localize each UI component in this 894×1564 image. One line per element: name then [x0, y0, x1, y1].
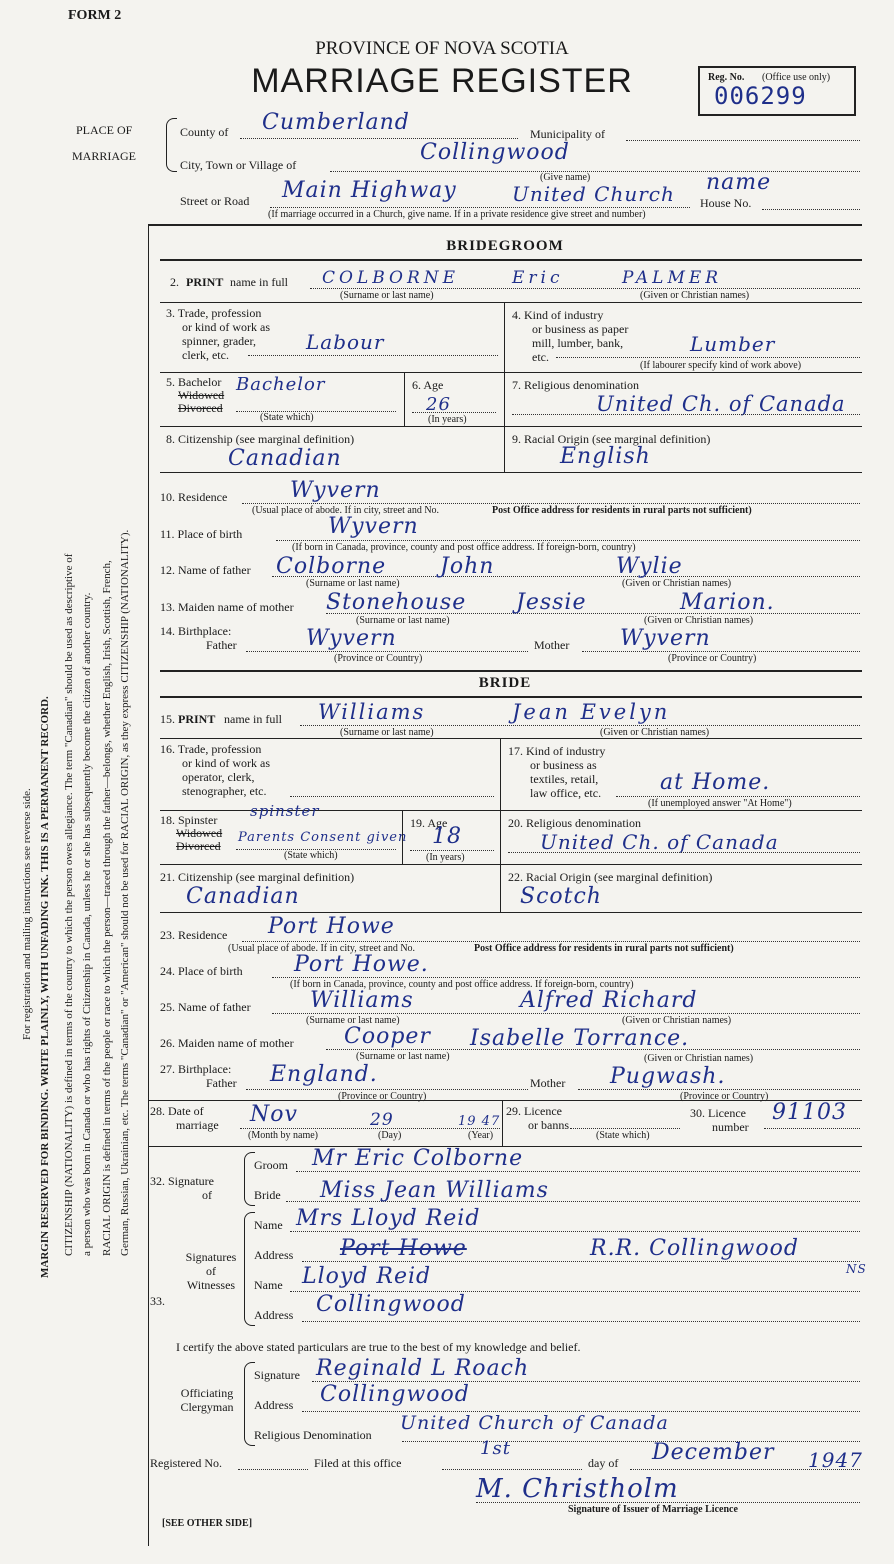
br-age: 18 — [432, 824, 462, 849]
br-father-given-note: (Given or Christian names) — [622, 1015, 732, 1026]
br-religion: United Ch. of Canada — [540, 830, 779, 854]
br-father-bp-note: (Province or Country) — [338, 1091, 427, 1102]
br-mother-surname: Cooper — [344, 1024, 431, 1049]
br-mother-bp-note: (Province or Country) — [680, 1091, 769, 1102]
bg-birth-note: (If born in Canada, province, county and post office address. If foreign-born, country) — [292, 542, 636, 553]
bg-status: Bachelor — [236, 374, 326, 395]
filed-day: 1st — [480, 1438, 511, 1459]
see-other-side: [SEE OTHER SIDE] — [162, 1518, 253, 1529]
bg-mother-birthplace: Wyvern — [620, 626, 711, 651]
reg-number-box — [698, 66, 856, 116]
bg-industry: Lumber — [690, 332, 776, 356]
clergy-label: Officiating Clergyman — [180, 1386, 234, 1414]
registered-no-label: Registered No. — [150, 1456, 222, 1470]
br-residence: Port Howe — [268, 914, 395, 939]
bg-surname: COLBORNE — [322, 268, 460, 288]
br-father-surname-note: (Surname or last name) — [306, 1015, 400, 1026]
bg-field-6-label: 6. Age — [412, 378, 444, 392]
city-value: Collingwood — [420, 140, 570, 165]
clergy-address-label: Address — [254, 1398, 294, 1412]
bg-field-4-note: (If labourer specify kind of work above) — [640, 360, 802, 371]
bg-residence: Wyvern — [290, 478, 381, 503]
br-consent: Parents Consent given — [238, 830, 408, 845]
witness1-address-struck: Port Howe — [340, 1236, 467, 1261]
bg-mother-given: Jessie — [516, 590, 587, 615]
frame-left — [148, 224, 149, 1546]
br-status: spinster — [250, 802, 320, 820]
margin-citizenship-def-1: CITIZENSHIP (NATIONALITY) is defined in terms of the country to which the person owes allegiance. The term "Canadian" should be used as descriptive of — [63, 553, 75, 1256]
bg-field-7-label: 7. Religious denomination — [512, 378, 639, 392]
reg-note: (Office use only) — [762, 72, 831, 83]
bg-field-5-label: 5. Bachelor Widowed Divorced — [166, 375, 225, 415]
witness2-name: Lloyd Reid — [302, 1264, 432, 1289]
frame-top — [148, 224, 862, 226]
filed-month: December — [652, 1440, 775, 1465]
bg-mother-surname-note: (Surname or last name) — [356, 615, 450, 626]
day-of-label: day of — [588, 1456, 619, 1470]
margin-racial-def-2: German, Russian, Ukrainian, etc. The terms "Canadian" or "American" should not be used for RACIAL ORIGIN, as they express CITIZENSHIP (NATIONALITY). — [119, 529, 131, 1256]
day-note: (Day) — [378, 1130, 402, 1141]
br-birthplace: Port Howe. — [294, 952, 429, 977]
bg-res-note-a: (Usual place of abode. If in city, street and No. — [252, 505, 440, 516]
br-field-18-label: 18. Spinster Widowed Divorced — [160, 813, 223, 853]
bg-field-3-label: 3. Trade, profession or kind of work as spinner, grader, clerk, etc. — [166, 306, 270, 362]
bg-religion: United Ch. of Canada — [596, 392, 846, 416]
bg-state-which: (State which) — [260, 412, 314, 423]
margin-binding-note: MARGIN RESERVED FOR BINDING. WRITE PLAINLY, WITH UNFADING INK. THIS IS A PERMANENT RECORD. — [39, 696, 51, 1278]
bg-father-bp-label: Father — [206, 638, 237, 652]
br-field-17-label: 17. Kind of industry or business as textiles, retail, law office, etc. — [508, 744, 606, 800]
bg-father-bp-note: (Province or Country) — [334, 653, 423, 664]
county-value: Cumberland — [262, 110, 410, 135]
bg-trade: Labour — [306, 330, 385, 354]
br-field-17-note: (If unemployed answer "At Home") — [648, 798, 792, 809]
bg-citizenship: Canadian — [228, 446, 342, 471]
br-mother-birthplace: Pugwash. — [610, 1064, 726, 1089]
street-label: Street or Road — [180, 194, 250, 208]
reg-number: 006299 — [714, 82, 807, 110]
street-value: Main Highway — [282, 178, 457, 203]
groom-signature: Mr Eric Colborne — [312, 1146, 524, 1171]
br-father-birthplace: England. — [270, 1062, 378, 1087]
br-field-21-label: 21. Citizenship (see marginal definition) — [160, 870, 355, 884]
county-label: County of — [180, 125, 229, 139]
br-field-15-num: 15. — [160, 712, 175, 726]
bg-field-8-label: 8. Citizenship (see marginal definition) — [166, 432, 355, 446]
br-father-bp-label: Father — [206, 1076, 237, 1090]
br-field-16-label: 16. Trade, profession or kind of work as operator, clerk, stenographer, etc. — [160, 742, 270, 798]
bg-mother-bp-note: (Province or Country) — [668, 653, 757, 664]
bg-field-12-label: 12. Name of father — [160, 563, 251, 577]
br-mother-given-note: (Given or Christian names) — [644, 1053, 754, 1064]
clergy-sig-label: Signature — [254, 1368, 300, 1382]
bg-father-given-note: (Given or Christian names) — [622, 578, 732, 589]
field-30-label: 30. Licence number — [690, 1106, 749, 1134]
w2-name-label: Name — [254, 1278, 283, 1292]
bg-father-birthplace: Wyvern — [306, 626, 397, 651]
br-in-years: (In years) — [426, 852, 465, 863]
br-surname: Williams — [318, 700, 426, 724]
br-father-surname: Williams — [310, 988, 414, 1013]
w1-address-label: Address — [254, 1248, 294, 1262]
clergy-denomination: United Church of Canada — [400, 1412, 669, 1434]
br-given-note: (Given or Christian names) — [600, 727, 710, 738]
br-field-25-label: 25. Name of father — [160, 1000, 251, 1014]
groom-sig-label: Groom — [254, 1158, 288, 1172]
bg-birthplace: Wyvern — [328, 514, 419, 539]
br-mother-bp-label: Mother — [530, 1076, 566, 1090]
bg-father-surname-note: (Surname or last name) — [306, 578, 400, 589]
witness1-name: Mrs Lloyd Reid — [296, 1206, 481, 1231]
form-number: FORM 2 — [68, 8, 122, 23]
br-field-26-label: 26. Maiden name of mother — [160, 1036, 294, 1050]
bg-racial: English — [560, 444, 651, 469]
issuer-signature: M. Christholm — [476, 1474, 679, 1504]
margin-instructions: For registration and mailing instructions see reverse side. — [21, 788, 33, 1040]
bg-mother-given-note: (Given or Christian names) — [644, 615, 754, 626]
place-label-2: MARRIAGE — [72, 149, 137, 163]
br-racial: Scotch — [520, 884, 602, 909]
filed-label: Filed at this office — [314, 1456, 402, 1470]
w1-name-label: Name — [254, 1218, 283, 1232]
witness1-address: R.R. Collingwood — [590, 1236, 799, 1261]
field-32-label: 32. Signature of — [150, 1174, 214, 1202]
bg-father-given2: Wylie — [616, 554, 683, 579]
bg-name-label: name in full — [230, 275, 288, 289]
marriage-day: 29 — [370, 1110, 394, 1130]
witness1-address-extra: NS — [846, 1262, 867, 1276]
filed-year: 1947 — [808, 1448, 863, 1472]
certify-statement: I certify the above stated particulars are true to the best of my knowledge and belief. — [176, 1340, 581, 1354]
bg-field-9-label: 9. Racial Origin (see marginal definition) — [512, 432, 711, 446]
br-print-label: PRINT — [178, 712, 216, 726]
w2-address-label: Address — [254, 1308, 294, 1322]
margin-citizenship-def-2: a person who was born in Canada or who has rights of Citizenship in Canada, unless he or she has subsequently become the citizen of another country. — [81, 592, 93, 1256]
bg-father-given: John — [440, 554, 495, 579]
br-field-27-label: 27. Birthplace: — [160, 1062, 232, 1076]
br-field-23-label: 23. Residence — [160, 928, 228, 942]
br-father-given: Alfred Richard — [520, 988, 698, 1013]
br-res-note-a: (Usual place of abode. If in city, street and No. — [228, 943, 416, 954]
witnesses-label: Signatures of Witnesses — [185, 1250, 237, 1292]
br-birth-note: (If born in Canada, province, county and post office address. If foreign-born, country) — [290, 979, 634, 990]
br-field-20-label: 20. Religious denomination — [508, 816, 641, 830]
marriage-month: Nov — [250, 1102, 298, 1127]
place-brace — [166, 118, 177, 172]
year-note: (Year) — [468, 1130, 494, 1141]
bg-in-years: (In years) — [428, 414, 467, 425]
br-mother-surname-note: (Surname or last name) — [356, 1051, 450, 1062]
bg-field-13-label: 13. Maiden name of mother — [160, 600, 294, 614]
margin-racial-def-1: RACIAL ORIGIN is defined in terms of the people or race to which the person—traced through the father—belongs, whether English, Irish, Scottish, French, — [101, 560, 113, 1256]
bg-field-10-label: 10. Residence — [160, 490, 228, 504]
house-label: House No. — [700, 196, 752, 210]
bg-mother-surname: Stonehouse — [326, 590, 467, 615]
bg-field-11-label: 11. Place of birth — [160, 527, 243, 541]
bg-field-2-num: 2. — [170, 275, 179, 289]
bg-given-note: (Given or Christian names) — [640, 290, 750, 301]
br-given: Jean Evelyn — [512, 700, 671, 724]
bg-mother-bp-label: Mother — [534, 638, 570, 652]
bg-mother-given2: Marion. — [680, 590, 775, 615]
licence-number: 91103 — [772, 1100, 847, 1125]
place-label-1: PLACE OF — [76, 123, 133, 137]
bg-given2: PALMER — [622, 268, 723, 288]
church-value: United Church — [512, 182, 675, 206]
issuer-label: Signature of Issuer of Marriage Licence — [568, 1504, 738, 1515]
br-citizenship: Canadian — [186, 884, 300, 909]
clergy-signature: Reginald L Roach — [316, 1356, 530, 1381]
br-state-which: (State which) — [284, 850, 338, 861]
bride-signature: Miss Jean Williams — [320, 1178, 549, 1203]
bridegroom-heading: BRIDEGROOM — [446, 238, 564, 254]
br-mother-given: Isabelle Torrance. — [470, 1026, 690, 1051]
field-33-num: 33. — [150, 1294, 165, 1308]
bg-field-4-label: 4. Kind of industry or business as paper mill, lumber, bank, etc. — [512, 308, 629, 364]
br-name-label: name in full — [224, 712, 282, 726]
field-28-label: 28. Date of marriage — [150, 1104, 219, 1132]
field-29-note: (State which) — [596, 1130, 650, 1141]
br-field-24-label: 24. Place of birth — [160, 964, 243, 978]
br-res-note-b: Post Office address for residents in rural parts not sufficient) — [474, 943, 734, 954]
br-surname-note: (Surname or last name) — [340, 727, 434, 738]
bg-res-note-b: Post Office address for residents in rural parts not sufficient) — [492, 505, 752, 516]
marriage-year: 19 47 — [458, 1114, 501, 1129]
bg-field-14-label: 14. Birthplace: — [160, 624, 232, 638]
clergy-denom-label: Religious Denomination — [254, 1428, 372, 1442]
br-industry: at Home. — [660, 770, 771, 795]
bg-print-label: PRINT — [186, 275, 224, 289]
house-value: name — [706, 170, 772, 195]
reg-label: Reg. No. — [708, 72, 745, 83]
witness2-address: Collingwood — [316, 1292, 466, 1317]
bg-given: Eric — [512, 268, 564, 288]
month-note: (Month by name) — [248, 1130, 318, 1141]
street-note: (If marriage occurred in a Church, give name. If in a private residence give street and number) — [268, 209, 646, 220]
bg-age: 26 — [426, 394, 451, 415]
br-field-19-label: 19. Age — [410, 816, 448, 830]
page-title: MARRIAGE REGISTER — [251, 62, 633, 100]
bride-heading: BRIDE — [478, 675, 532, 691]
bg-surname-note: (Surname or last name) — [340, 290, 434, 301]
give-name-note: (Give name) — [540, 172, 591, 183]
municipality-label: Municipality of — [530, 127, 605, 141]
bg-father-surname: Colborne — [276, 554, 387, 579]
bride-sig-label: Bride — [254, 1188, 281, 1202]
br-field-22-label: 22. Racial Origin (see marginal definition) — [508, 870, 713, 884]
clergy-address: Collingwood — [320, 1382, 470, 1407]
province-heading: PROVINCE OF NOVA SCOTIA — [315, 38, 569, 59]
city-label: City, Town or Village of — [180, 158, 297, 172]
field-29-label: 29. Licence or banns — [506, 1104, 569, 1132]
